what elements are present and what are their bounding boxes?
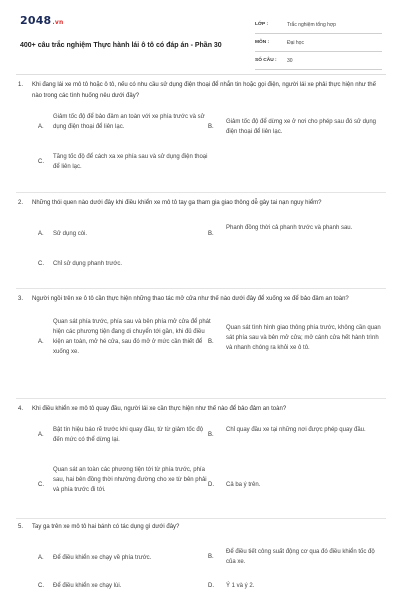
option-text: Quan sát tình hình giao thông phía trước, không cần quan sát phía sau và bên mở cửa; mở cánh cửa hết hành trình và nhanh chóng ra khỏi xe ô tô. [226, 325, 381, 351]
option-letter: C. [38, 583, 44, 589]
question-text: Người ngồi trên xe ô tô cần thực hiện những thao tác mở cửa như thế nào dưới đây để xuống xe để bảo đảm an toàn? [32, 296, 349, 302]
question-number: 2. [18, 200, 24, 206]
question-number: 4. [18, 406, 24, 412]
meta-value: 30 [287, 57, 293, 64]
question-text: Những thói quen nào dưới đây khi điều khiển xe mô tô tay ga tham gia giao thông dễ gây tai nạn nguy hiểm? [32, 200, 322, 206]
option-letter: D. [208, 583, 214, 589]
question-text: Khi đang lái xe mô tô hoặc ô tô, nếu có nhu cầu sử dụng điện thoại để nhắn tin hoặc gọi điện, người lái xe phải thực hiện như thế nào trong các tình huống nêu dưới đây? [32, 82, 376, 99]
option-text: Để điều khiển xe chạy lùi. [53, 583, 122, 589]
question-1 [16, 80, 386, 178]
question-text: Khi điều khiển xe mô tô quay đầu, người lái xe cần thực hiện như thế nào để bảo đảm an toàn? [32, 406, 287, 412]
meta-label: MÔN : [255, 40, 270, 45]
document-title: 400+ câu trắc nghiệm Thực hành lái ô tô có đáp án - Phần 30 [20, 42, 222, 49]
option-text: Tăng tốc độ để cách xa xe phía sau và sử dụng điện thoại để liên lạc. [53, 154, 208, 170]
option-letter: B. [208, 554, 214, 560]
option-text: Chỉ quay đầu xe tại những nơi được phép quay đầu. [226, 427, 366, 433]
question-stem [16, 80, 386, 102]
meta-label: LỚP : [255, 22, 269, 27]
meta-row-subject [255, 34, 382, 52]
meta-label: SỐ CÂU : [255, 58, 277, 63]
question-divider [16, 192, 386, 193]
header-divider [16, 74, 386, 75]
option-text: Để điều tiết công suất động cơ qua đó điều khiển tốc độ của xe. [226, 549, 375, 565]
meta-value: Đại học [287, 39, 304, 46]
option-text: Giảm tốc độ để bảo đảm an toàn với xe phía trước và sử dụng điện thoại để liên lạc. [53, 114, 205, 130]
question-number: 3. [18, 296, 24, 302]
option-letter: A. [38, 432, 44, 438]
meta-table [255, 16, 382, 70]
question-2 [16, 198, 386, 275]
question-stem [16, 294, 386, 305]
question-stem [16, 198, 386, 209]
options-list [16, 541, 386, 601]
option-letter: A. [38, 339, 44, 345]
site-logo[interactable] [20, 14, 63, 27]
option-letter: B. [208, 339, 214, 345]
option-letter: A. [38, 231, 44, 237]
option-text: Quan sát an toàn các phương tiện tới từ phía trước, phía sau, hai bên đồng thời nhường đường cho xe từ bên phải và phía trước đi tới. [53, 467, 207, 493]
option-letter: C. [38, 261, 44, 267]
options-list [16, 110, 386, 178]
meta-row-class [255, 16, 382, 34]
option-letter: B. [208, 231, 214, 237]
options-list [16, 217, 386, 275]
question-stem [16, 522, 386, 533]
option-text: Để điều khiển xe chạy về phía trước. [53, 555, 152, 561]
option-letter: A. [38, 555, 44, 561]
meta-row-count [255, 52, 382, 70]
option-text: Chỉ sử dụng phanh trước. [53, 261, 123, 267]
question-5 [16, 522, 386, 601]
question-4 [16, 404, 386, 523]
option-text: Giảm tốc độ để dừng xe ở nơi cho phép sau đó sử dụng điện thoại để liên lạc. [226, 119, 376, 135]
option-letter: A. [38, 124, 44, 130]
option-text: Cả ba ý trên. [226, 482, 261, 488]
question-stem [16, 404, 386, 415]
option-text: Sử dụng còi. [53, 231, 88, 237]
option-letter: C. [38, 482, 44, 488]
option-letter: B. [208, 432, 214, 438]
question-text: Tay ga trên xe mô tô hai bánh có tác dụng gì dưới đây? [32, 524, 180, 530]
option-text: Phanh đồng thời cả phanh trước và phanh sau. [226, 225, 353, 231]
question-divider [16, 398, 386, 399]
option-letter: B. [208, 124, 214, 130]
option-text: Ý 1 và ý 2. [226, 583, 255, 589]
question-3 [16, 294, 386, 385]
question-number: 1. [18, 82, 24, 88]
question-divider [16, 288, 386, 289]
option-text: Bật tín hiệu báo rẽ trước khi quay đầu, từ từ giảm tốc độ đến mức có thể dừng lại. [53, 427, 204, 443]
meta-value: Trắc nghiệm tổng hợp [287, 21, 336, 28]
option-letter: D. [208, 482, 214, 488]
options-list [16, 313, 386, 385]
logo-text: 2048 [20, 14, 52, 27]
question-divider [16, 518, 386, 519]
options-list [16, 423, 386, 523]
question-number: 5. [18, 524, 24, 530]
option-text: Quan sát phía trước, phía sau và bên phía mở cửa để phát hiện các phương tiện đang di chuyển tới gần, khi đủ điều kiện an toàn, mở hé cửa, sau đó mở ở mức cần thiết để xuống xe. [53, 319, 211, 355]
option-letter: C. [38, 159, 44, 165]
logo-suffix: .vn [52, 19, 64, 26]
